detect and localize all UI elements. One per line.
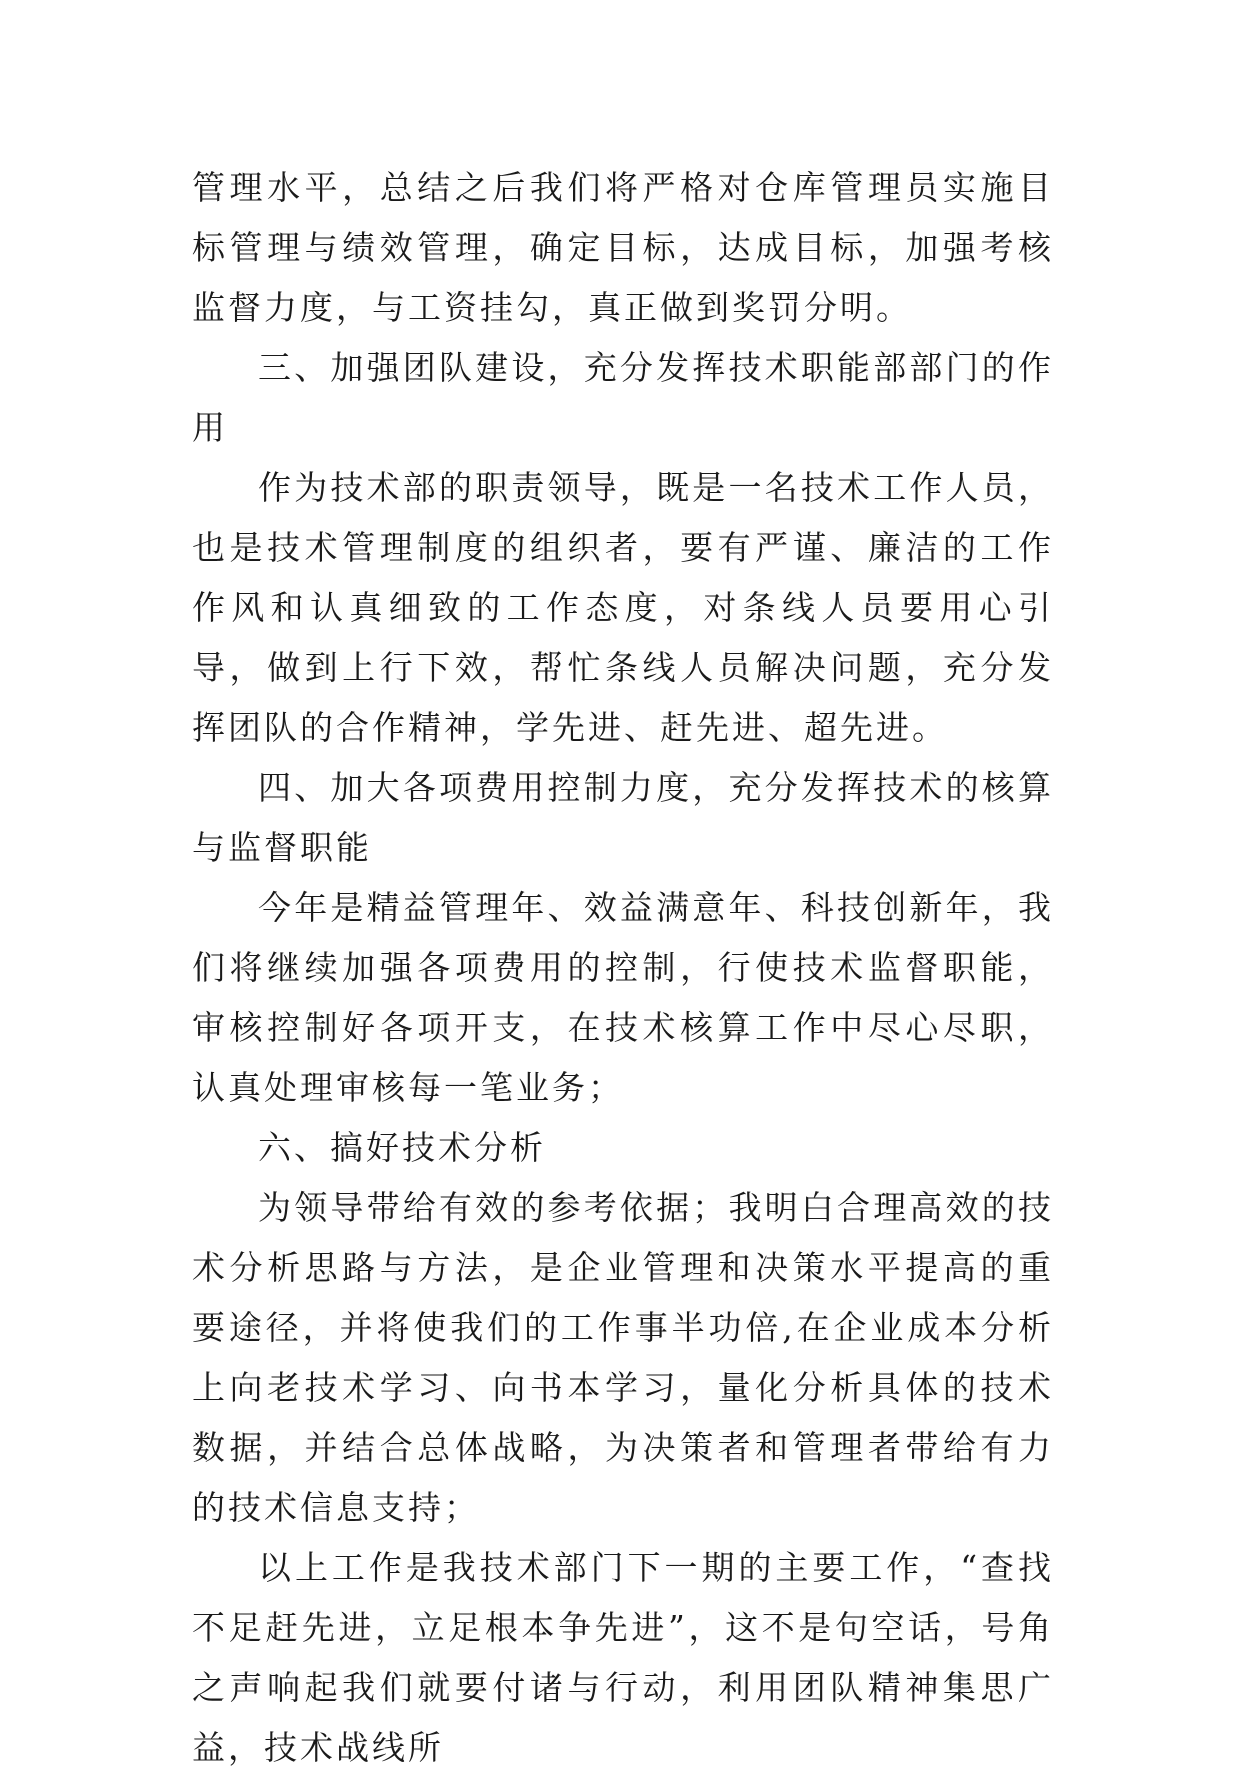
paragraph-analysis-basis: 为领导带给有效的参考依据；我明白合理高效的技术分析思路与方法，是企业管理和决策水平提高的重要途径，并将使我们的工作事半功倍,在企业成本分析上向老技术学习、向书本学习，量化分析具体的技术数据，并结合总体战略，为决策者和管理者带给有力的技术信息支持；: [192, 1188, 1054, 1527]
heading-team-building: 三、加强团队建设，充分发挥技术职能部部门的作用: [192, 348, 1054, 447]
paragraph-this-year: 今年是精益管理年、效益满意年、科技创新年，我们将继续加强各项费用的控制，行使技术监督职能，审核控制好各项开支，在技术核算工作中尽心尽职，认真处理审核每一笔业务；: [192, 888, 1054, 1107]
paragraph-management-level: 管理水平，总结之后我们将严格对仓库管理员实施目标管理与绩效管理，确定目标，达成目标，加强考核监督力度，与工资挂勾，真正做到奖罚分明。: [192, 168, 1054, 327]
paragraph-next-period-work: 以上工作是我技术部门下一期的主要工作，“查找不足赶先进，立足根本争先进”，这不是句空话，号角之声响起我们就要付诸与行动，利用团队精神集思广益，技术战线所: [192, 1548, 1054, 1767]
heading-cost-control: 四、加大各项费用控制力度，充分发挥技术的核算与监督职能: [192, 768, 1054, 867]
heading-technical-analysis: 六、搞好技术分析: [258, 1128, 546, 1167]
document-body: [192, 158, 1054, 1778]
paragraph-department-leadership: 作为技术部的职责领导，既是一名技术工作人员，也是技术管理制度的组织者，要有严谨、廉洁的工作作风和认真细致的工作态度，对条线人员要用心引导，做到上行下效，帮忙条线人员解决问题，充分发挥团队的合作精神，学先进、赶先进、超先进。: [192, 468, 1054, 747]
